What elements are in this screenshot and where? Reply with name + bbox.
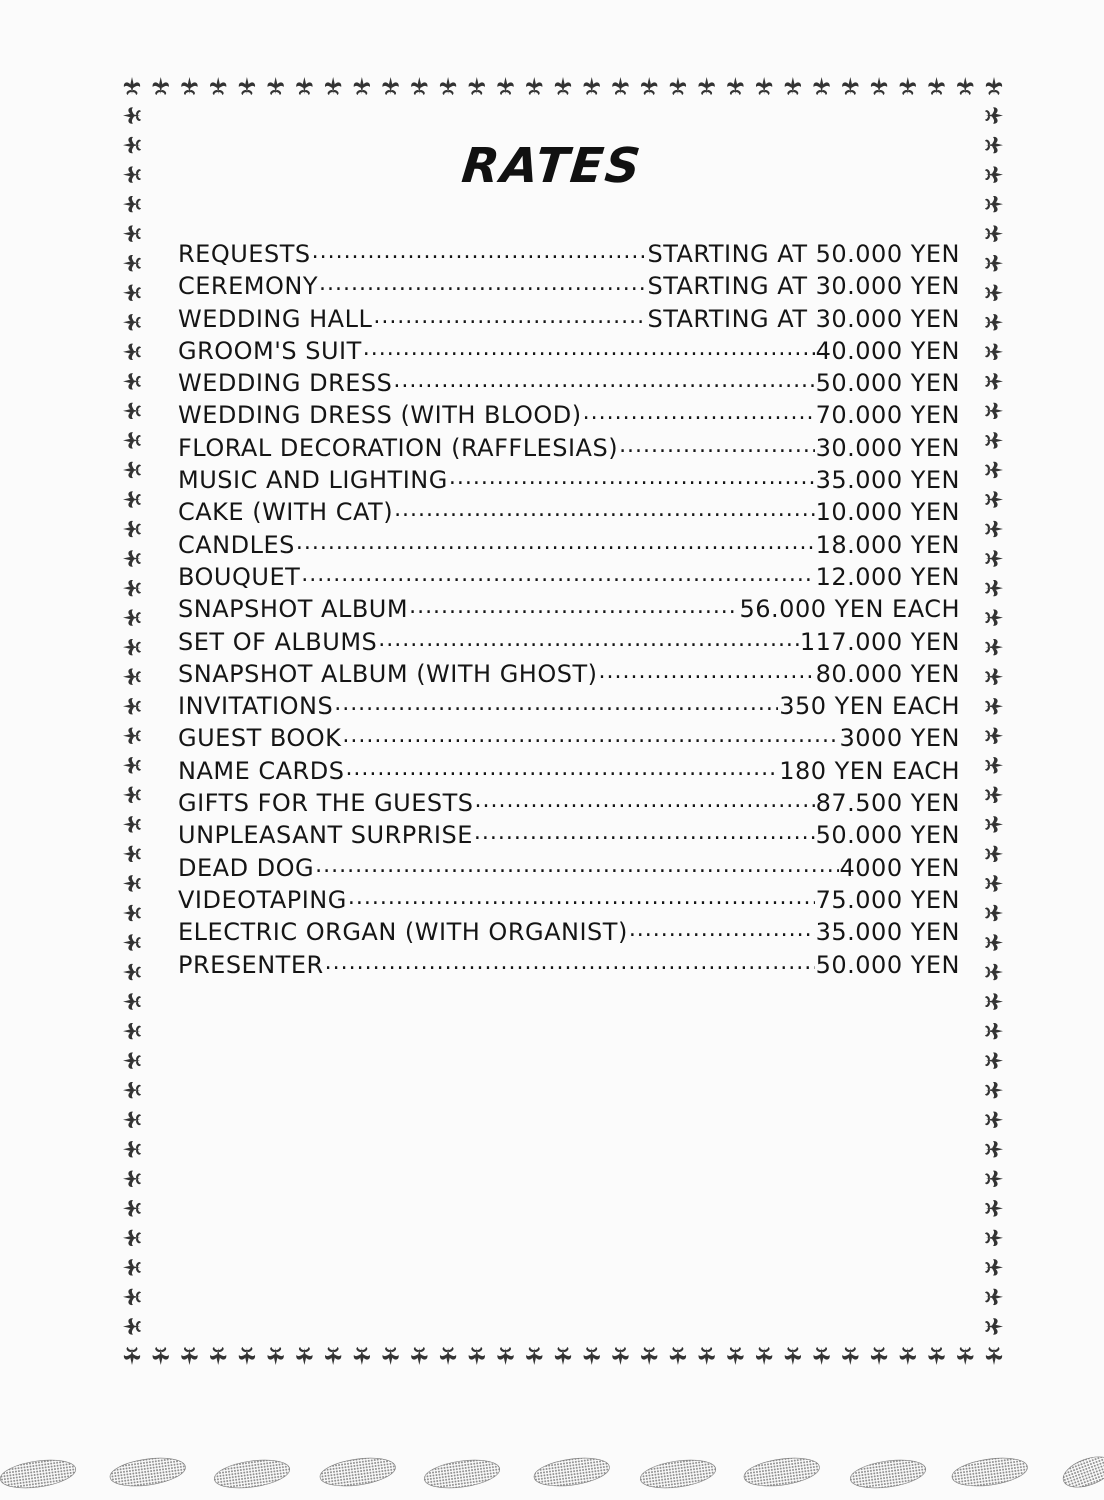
rate-row: [178, 496, 960, 528]
fleur-ornament-icon: [986, 1347, 1002, 1365]
dot-leader: [296, 529, 815, 553]
fleur-ornament-icon: [699, 1347, 715, 1365]
dot-leader: [474, 819, 815, 843]
fleur-ornament-icon: [440, 1347, 456, 1365]
fleur-ornament-icon: [985, 1171, 1003, 1187]
fleur-ornament-icon: [985, 639, 1003, 655]
rate-price: STARTING AT 30.000 YEN: [647, 304, 960, 333]
fleur-ornament-icon: [123, 728, 141, 744]
rate-price: 350 YEN EACH: [779, 692, 960, 721]
fleur-ornament-icon: [153, 77, 169, 95]
fleur-ornament-icon: [785, 77, 801, 95]
fleur-ornament-icon: [641, 1347, 657, 1365]
footprint-icon: [742, 1454, 821, 1490]
rate-item-name: INVITATIONS: [178, 692, 334, 721]
dot-leader: [363, 335, 815, 359]
fleur-ornament-icon: [985, 373, 1003, 389]
rate-price: 87.500 YEN: [815, 789, 960, 818]
rate-row: [178, 884, 960, 916]
fleur-ornament-icon: [123, 609, 141, 625]
fleur-ornament-icon: [985, 403, 1003, 419]
fleur-ornament-icon: [985, 698, 1003, 714]
dot-leader: [325, 949, 815, 973]
fleur-ornament-icon: [985, 816, 1003, 832]
fleur-ornament-icon: [985, 580, 1003, 596]
dot-leader: [348, 884, 815, 908]
rate-price: STARTING AT 50.000 YEN: [647, 240, 960, 268]
fleur-ornament-icon: [985, 1259, 1003, 1275]
fleur-ornament-icon: [354, 77, 370, 95]
fleur-ornament-icon: [123, 1052, 141, 1068]
fleur-ornament-icon: [325, 1347, 341, 1365]
fleur-ornament-icon: [123, 107, 141, 123]
fleur-ornament-icon: [123, 580, 141, 596]
rate-price: STARTING AT 30.000 YEN: [647, 272, 960, 301]
rate-row: [178, 916, 960, 948]
dot-leader: [315, 852, 838, 876]
rate-item-name: MUSIC AND LIGHTING: [178, 466, 448, 495]
fleur-ornament-icon: [727, 77, 743, 95]
footprint-icon: [639, 1456, 718, 1492]
rate-item-name: SET OF ALBUMS: [178, 627, 378, 656]
dot-leader: [583, 399, 815, 423]
rate-row: [178, 432, 960, 464]
fleur-ornament-icon: [985, 846, 1003, 862]
rate-price: 50.000 YEN: [815, 950, 960, 979]
fleur-ornament-icon: [210, 77, 226, 95]
rate-row: [178, 303, 960, 335]
fleur-ornament-icon: [210, 1347, 226, 1365]
fleur-ornament-icon: [985, 787, 1003, 803]
dot-leader: [301, 561, 814, 585]
rate-price: 40.000 YEN: [815, 336, 960, 365]
rate-item-name: CAKE (WITH CAT): [178, 498, 394, 527]
fleur-ornament-icon: [123, 196, 141, 212]
dot-leader: [378, 626, 799, 650]
fleur-ornament-icon: [411, 1347, 427, 1365]
footprint-icon: [0, 1456, 77, 1492]
rate-item-name: WEDDING HALL: [178, 304, 373, 333]
fleur-ornament-icon: [526, 1347, 542, 1365]
fleur-ornament-icon: [123, 1230, 141, 1246]
fleur-ornament-icon: [123, 373, 141, 389]
fleur-ornament-icon: [123, 698, 141, 714]
fleur-ornament-icon: [123, 491, 141, 507]
footprint-icon: [1059, 1452, 1104, 1493]
fleur-ornament-icon: [985, 875, 1003, 891]
footprint-icon: [213, 1456, 292, 1492]
rate-row: [178, 529, 960, 561]
rate-row: [178, 787, 960, 819]
fleur-ornament-icon: [123, 964, 141, 980]
fleur-ornament-icon: [123, 1289, 141, 1305]
rate-row: [178, 722, 960, 754]
rates-list: [178, 238, 960, 981]
rate-price: 4000 YEN: [839, 853, 960, 882]
fleur-ornament-icon: [985, 1230, 1003, 1246]
rate-price: 35.000 YEN: [815, 918, 960, 947]
fleur-ornament-icon: [928, 77, 944, 95]
rate-item-name: CEREMONY: [178, 272, 318, 301]
fleur-ornament-icon: [985, 1318, 1003, 1334]
fleur-ornament-icon: [123, 344, 141, 360]
rate-price: 3000 YEN: [839, 724, 960, 753]
rate-item-name: BOUQUET: [178, 562, 301, 591]
fleur-ornament-icon: [871, 1347, 887, 1365]
rate-row: [178, 852, 960, 884]
fleur-ornament-icon: [699, 77, 715, 95]
fleur-ornament-icon: [985, 314, 1003, 330]
dot-leader: [394, 496, 815, 520]
dot-leader: [345, 755, 778, 779]
rate-price: 50.000 YEN: [815, 821, 960, 850]
fleur-ornament-icon: [123, 787, 141, 803]
rate-row: [178, 626, 960, 658]
fleur-ornament-icon: [756, 1347, 772, 1365]
rate-row: [178, 270, 960, 302]
rate-row: [178, 593, 960, 625]
fleur-ornament-icon: [985, 344, 1003, 360]
fleur-ornament-icon: [612, 77, 628, 95]
fleur-ornament-icon: [123, 639, 141, 655]
page-title: RATES: [459, 138, 645, 194]
fleur-ornament-icon: [584, 1347, 600, 1365]
fleur-ornament-icon: [123, 432, 141, 448]
fleur-ornament-icon: [123, 1141, 141, 1157]
fleur-ornament-icon: [123, 1023, 141, 1039]
fleur-ornament-icon: [957, 1347, 973, 1365]
rate-row: [178, 690, 960, 722]
fleur-ornament-icon: [123, 462, 141, 478]
fleur-ornament-icon: [985, 728, 1003, 744]
fleur-ornament-icon: [985, 226, 1003, 242]
rate-item-name: NAME CARDS: [178, 756, 345, 785]
fleur-ornament-icon: [985, 491, 1003, 507]
fleur-ornament-icon: [440, 77, 456, 95]
rate-row: [178, 367, 960, 399]
fleur-ornament-icon: [985, 757, 1003, 773]
rate-row: [178, 755, 960, 787]
fleur-ornament-icon: [526, 77, 542, 95]
dot-leader: [629, 916, 815, 940]
dot-leader: [334, 690, 778, 714]
fleur-ornament-icon: [123, 255, 141, 271]
rate-item-name: VIDEOTAPING: [178, 885, 347, 914]
rate-item-name: GIFTS FOR THE GUESTS: [178, 789, 474, 818]
fleur-ornament-icon: [785, 1347, 801, 1365]
fleur-ornament-icon: [354, 1347, 370, 1365]
fleur-ornament-icon: [181, 1347, 197, 1365]
fleur-ornament-icon: [497, 1347, 513, 1365]
rate-price: 12.000 YEN: [815, 562, 960, 591]
rate-item-name: SNAPSHOT ALBUM: [178, 595, 409, 624]
dot-leader: [312, 238, 647, 262]
rate-price: 75.000 YEN: [815, 885, 960, 914]
fleur-ornament-icon: [641, 77, 657, 95]
fleur-ornament-icon: [123, 816, 141, 832]
fleur-ornament-icon: [957, 77, 973, 95]
rate-row: [178, 335, 960, 367]
rate-item-name: ELECTRIC ORGAN (WITH ORGANIST): [178, 918, 628, 947]
dot-leader: [409, 593, 738, 617]
fleur-ornament-icon: [123, 993, 141, 1009]
rate-price: 35.000 YEN: [815, 466, 960, 495]
fleur-ornament-icon: [325, 77, 341, 95]
fleur-ornament-icon: [123, 1259, 141, 1275]
fleur-ornament-icon: [985, 609, 1003, 625]
fleur-ornament-icon: [985, 1141, 1003, 1157]
footprint-icon: [423, 1456, 502, 1492]
fleur-ornament-icon: [123, 875, 141, 891]
fleur-ornament-icon: [382, 1347, 398, 1365]
dot-leader: [619, 432, 815, 456]
fleur-ornament-icon: [268, 77, 284, 95]
dot-leader: [319, 270, 646, 294]
rate-price: 10.000 YEN: [815, 498, 960, 527]
rate-item-name: GROOM'S SUIT: [178, 336, 362, 365]
fleur-ornament-icon: [382, 77, 398, 95]
fleur-ornament-icon: [756, 77, 772, 95]
dot-leader: [373, 303, 646, 327]
fleur-ornament-icon: [985, 285, 1003, 301]
rate-price: 180 YEN EACH: [779, 756, 960, 785]
fleur-ornament-icon: [123, 757, 141, 773]
rate-item-name: WEDDING DRESS: [178, 369, 393, 398]
footprint-icon: [532, 1454, 611, 1490]
fleur-ornament-icon: [123, 846, 141, 862]
rate-price: 70.000 YEN: [815, 401, 960, 430]
rate-row: [178, 819, 960, 851]
fleur-ornament-icon: [123, 521, 141, 537]
footprint-icon: [950, 1454, 1029, 1490]
fleur-ornament-icon: [239, 77, 255, 95]
rate-item-name: WEDDING DRESS (WITH BLOOD): [178, 401, 582, 430]
fleur-ornament-icon: [296, 1347, 312, 1365]
fleur-ornament-icon: [985, 1289, 1003, 1305]
dot-leader: [449, 464, 815, 488]
dot-leader: [475, 787, 815, 811]
fleur-ornament-icon: [985, 905, 1003, 921]
fleur-ornament-icon: [497, 77, 513, 95]
footprint-icon: [108, 1454, 187, 1490]
rate-item-name: FLORAL DECORATION (RAFFLESIAS): [178, 433, 619, 462]
fleur-ornament-icon: [123, 934, 141, 950]
fleur-ornament-icon: [727, 1347, 743, 1365]
fleur-ornament-icon: [985, 196, 1003, 212]
footprint-icon: [318, 1454, 397, 1490]
fleur-ornament-icon: [555, 77, 571, 95]
fleur-ornament-icon: [123, 1318, 141, 1334]
fleur-ornament-icon: [813, 1347, 829, 1365]
footprint-icon: [849, 1456, 928, 1492]
fleur-ornament-icon: [985, 432, 1003, 448]
fleur-ornament-icon: [296, 77, 312, 95]
fleur-ornament-icon: [124, 77, 140, 95]
rate-item-name: PRESENTER: [178, 950, 324, 979]
fleur-ornament-icon: [123, 1200, 141, 1216]
rate-row: [178, 949, 960, 981]
fleur-ornament-icon: [123, 1171, 141, 1187]
fleur-ornament-icon: [123, 285, 141, 301]
fleur-ornament-icon: [670, 77, 686, 95]
fleur-ornament-icon: [985, 1052, 1003, 1068]
fleur-ornament-icon: [985, 964, 1003, 980]
fleur-ornament-icon: [842, 1347, 858, 1365]
fleur-ornament-icon: [985, 1112, 1003, 1128]
fleur-ornament-icon: [123, 314, 141, 330]
fleur-ornament-icon: [871, 77, 887, 95]
fleur-ornament-icon: [411, 77, 427, 95]
fleur-ornament-icon: [123, 1112, 141, 1128]
rate-price: 18.000 YEN: [815, 530, 960, 559]
fleur-ornament-icon: [584, 77, 600, 95]
fleur-ornament-icon: [900, 1347, 916, 1365]
rate-row: [178, 561, 960, 593]
fleur-ornament-icon: [985, 934, 1003, 950]
rate-row: [178, 464, 960, 496]
fleur-ornament-icon: [181, 77, 197, 95]
rate-row: [178, 658, 960, 690]
rate-price: 30.000 YEN: [815, 433, 960, 462]
dot-leader: [599, 658, 815, 682]
fleur-ornament-icon: [469, 77, 485, 95]
rate-item-name: UNPLEASANT SURPRISE: [178, 821, 473, 850]
fleur-ornament-icon: [123, 403, 141, 419]
rate-item-name: CANDLES: [178, 530, 295, 559]
fleur-ornament-icon: [986, 77, 1002, 95]
fleur-ornament-icon: [928, 1347, 944, 1365]
rate-item-name: REQUESTS: [178, 240, 311, 268]
footprint-icon: [0, 1452, 1104, 1496]
fleur-ornament-icon: [670, 1347, 686, 1365]
rate-price: 117.000 YEN: [799, 627, 960, 656]
fleur-ornament-icon: [985, 1082, 1003, 1098]
fleur-ornament-icon: [469, 1347, 485, 1365]
fleur-ornament-icon: [842, 77, 858, 95]
dot-leader: [393, 367, 814, 391]
dot-leader: [342, 722, 838, 746]
fleur-ornament-icon: [985, 550, 1003, 566]
fleur-ornament-icon: [985, 255, 1003, 271]
fleur-ornament-icon: [124, 1347, 140, 1365]
fleur-ornament-icon: [555, 1347, 571, 1365]
fleur-ornament-icon: [239, 1347, 255, 1365]
fleur-ornament-icon: [985, 521, 1003, 537]
fleur-ornament-icon: [123, 226, 141, 242]
fleur-ornament-icon: [985, 1023, 1003, 1039]
rate-item-name: DEAD DOG: [178, 853, 315, 882]
fleur-ornament-icon: [985, 669, 1003, 685]
rate-item-name: GUEST BOOK: [178, 724, 342, 753]
fleur-ornament-icon: [123, 905, 141, 921]
fleur-ornament-icon: [985, 993, 1003, 1009]
fleur-ornament-icon: [123, 669, 141, 685]
rate-item-name: SNAPSHOT ALBUM (WITH GHOST): [178, 659, 598, 688]
fleur-ornament-icon: [985, 107, 1003, 123]
fleur-ornament-icon: [123, 1082, 141, 1098]
fleur-ornament-icon: [985, 1200, 1003, 1216]
fleur-ornament-icon: [612, 1347, 628, 1365]
fleur-ornament-icon: [985, 462, 1003, 478]
rate-price: 50.000 YEN: [815, 369, 960, 398]
rate-price: 80.000 YEN: [815, 659, 960, 688]
rate-row: [178, 399, 960, 431]
fleur-ornament-icon: [813, 77, 829, 95]
rate-row: [178, 238, 960, 270]
fleur-ornament-icon: [900, 77, 916, 95]
rate-price: 56.000 YEN EACH: [739, 595, 960, 624]
fleur-ornament-icon: [153, 1347, 169, 1365]
fleur-ornament-icon: [268, 1347, 284, 1365]
fleur-ornament-icon: [123, 550, 141, 566]
